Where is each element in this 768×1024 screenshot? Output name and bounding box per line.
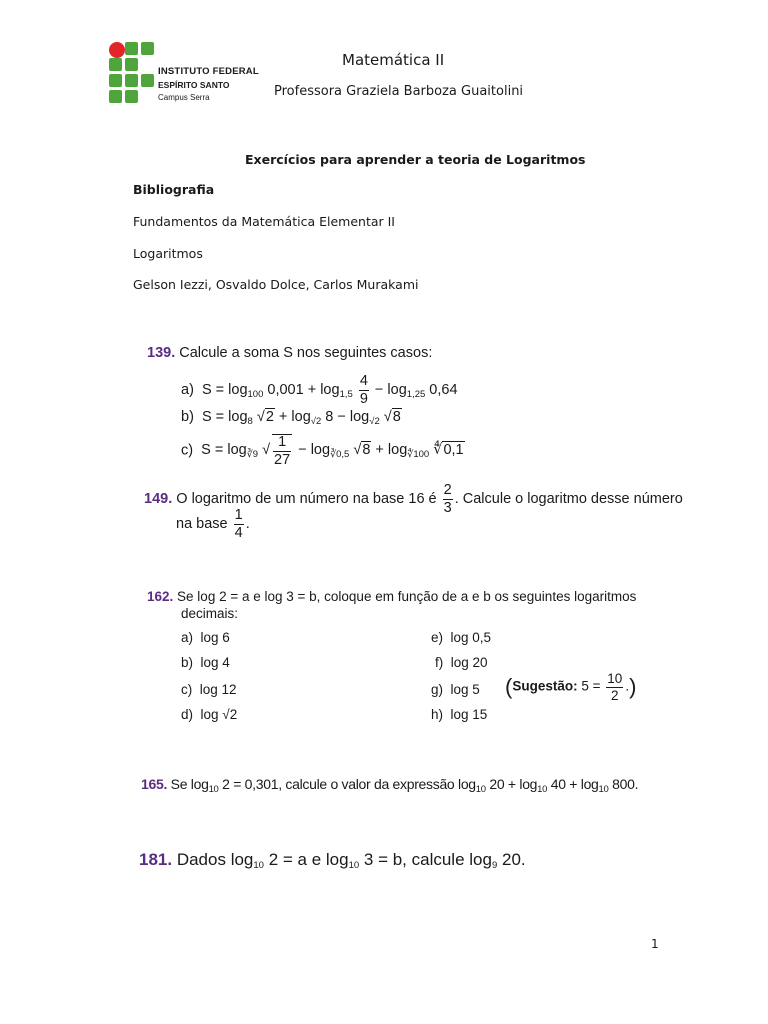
item-label: b) (181, 655, 194, 670)
q162-item-b (181, 655, 230, 670)
q139-c-expr: $S = \log_{∛9}$ √ $\frac{1}{27}$ − $\log_{∛0,5} √8 + \log_{∜100}$ ∜0,1 (197, 434, 464, 468)
q165-text-5: 800. (612, 776, 639, 792)
q165-text-2: 2 = 0,301, calcule o valor da expressão log (222, 776, 476, 792)
q165-statement: 165. Se $\log_{10} 2 = 0,301$, calcule o valor da expressão $\log_{10} 20 + \log_{10} 40 + \log_{10} 800$. (141, 776, 639, 795)
item-expr: log √2 (200, 707, 238, 722)
q162-item-f (435, 655, 488, 670)
item-label: e) (431, 630, 444, 645)
fraction: $\frac{1}{27}$ (274, 434, 291, 468)
q149-frac1-num: 2 (443, 482, 452, 498)
item-expr: log 20 (450, 655, 488, 670)
q139-a-label: a) (181, 381, 194, 398)
item-label: h) (431, 707, 444, 722)
hint-label: Sugestão: (512, 678, 578, 694)
q139-a-expr: $S = \log_{100} 0,001 + \log_{1,5}$ $\frac{4}{9}$ − $\log_{1,25} 0,64$ (197, 373, 458, 407)
if-logo-icon (108, 42, 156, 104)
q149-statement-cont: na base $\frac{1}{4}$ . (176, 507, 250, 541)
item-label: c) (181, 682, 193, 697)
q139-item-a (181, 374, 458, 406)
logo-line-3: Campus Serra (158, 93, 210, 102)
q162-item-g (431, 682, 480, 697)
hint-den: 2 (611, 687, 619, 703)
item-expr: log 0,5 (450, 630, 492, 645)
q162-item-c (181, 682, 237, 697)
item-label: f) (435, 655, 444, 670)
subject: Logaritmos (133, 246, 203, 261)
q139-text: Calcule a soma S nos seguintes casos: (179, 345, 433, 361)
item-expr: log 4 (200, 655, 230, 670)
q162-item-e (431, 630, 491, 645)
q139-item-c (181, 434, 465, 467)
q149-text-3: na base (176, 515, 228, 532)
q139-c-label: c) (181, 442, 194, 459)
q139-number: 139. (147, 345, 176, 361)
item-label: a) (181, 630, 194, 645)
q162-item-d (181, 707, 237, 722)
q181-text-1: Dados log (176, 850, 254, 869)
item-expr: log 6 (200, 630, 230, 645)
q162-item-h (431, 707, 487, 722)
bibliography-label: Bibliografia (133, 182, 215, 197)
q165-text-4: 40 + log (550, 776, 599, 792)
item-expr: log 15 (450, 707, 488, 722)
q149-frac2-num: 1 (234, 507, 243, 523)
q149-fraction-2 (234, 508, 244, 540)
q181-statement: 181. Dados $\log_{10} 2 = a$ e $\log_{10} 3 = b$, calcule $\log_9 20$. (139, 850, 526, 871)
q181-text-4: 20. (501, 850, 526, 869)
q149-frac2-den: 4 (234, 524, 243, 541)
book-title: Fundamentos da Matemática Elementar II (133, 214, 395, 229)
authors: Gelson Iezzi, Osvaldo Dolce, Carlos Murakami (133, 277, 419, 292)
q165-text-1: Se log (170, 776, 209, 792)
q139-b-label: b) (181, 409, 194, 425)
item-label: g) (431, 682, 444, 697)
hint-num: 10 (607, 671, 623, 686)
item-expr: log 5 (450, 682, 480, 697)
q181-text-3: 3 = b, calcule log (363, 850, 492, 869)
q162-number: 162. (147, 589, 174, 604)
fraction: $\frac{4}{9}$ (359, 373, 368, 407)
q165-text-3: 20 + log (489, 776, 538, 792)
q162-hint: (Sugestão: 5 = $\frac{10}{2}$ .) (505, 671, 637, 703)
q181-text-2: 2 = a e log (268, 850, 349, 869)
logo-line-1: INSTITUTO FEDERAL (158, 66, 259, 77)
q139-item-b (181, 409, 402, 425)
q149-frac1-den: 3 (443, 499, 452, 516)
q162-item-a (181, 630, 230, 645)
institution-logo (108, 42, 268, 104)
q149-text-1: O logaritmo de um número na base 16 é (176, 490, 437, 507)
q162-text-2: decimais: (181, 606, 239, 621)
hint-lhs: 5 = (581, 678, 601, 694)
q181-number: 181. (139, 850, 173, 869)
q149-number: 149. (144, 490, 173, 507)
professor-name: Professora Graziela Barboza Guaitolini (274, 84, 524, 99)
item-expr: log 12 (199, 682, 237, 697)
page-number: 1 (651, 937, 659, 951)
q149-text-2: . Calcule o logaritmo desse número (454, 490, 683, 507)
exercise-title: Exercícios para aprender a teoria de Logaritmos (245, 152, 586, 167)
item-label: d) (181, 707, 194, 722)
q149-fraction-1 (443, 483, 453, 515)
logo-line-2: ESPÍRITO SANTO (158, 80, 230, 90)
hint-fraction (606, 672, 623, 702)
q139-statement (147, 345, 432, 361)
q165-number: 165. (141, 776, 168, 792)
course-title: Matemática II (342, 51, 445, 69)
q162-statement (147, 589, 636, 604)
q162-text-1: Se log 2 = a e log 3 = b, coloque em função de a e b os seguintes logaritmos (177, 589, 637, 604)
q139-b-expr: $S = \log_8 √2 + \log_{√2} 8 - \log_{√2} √8$ (197, 409, 401, 427)
